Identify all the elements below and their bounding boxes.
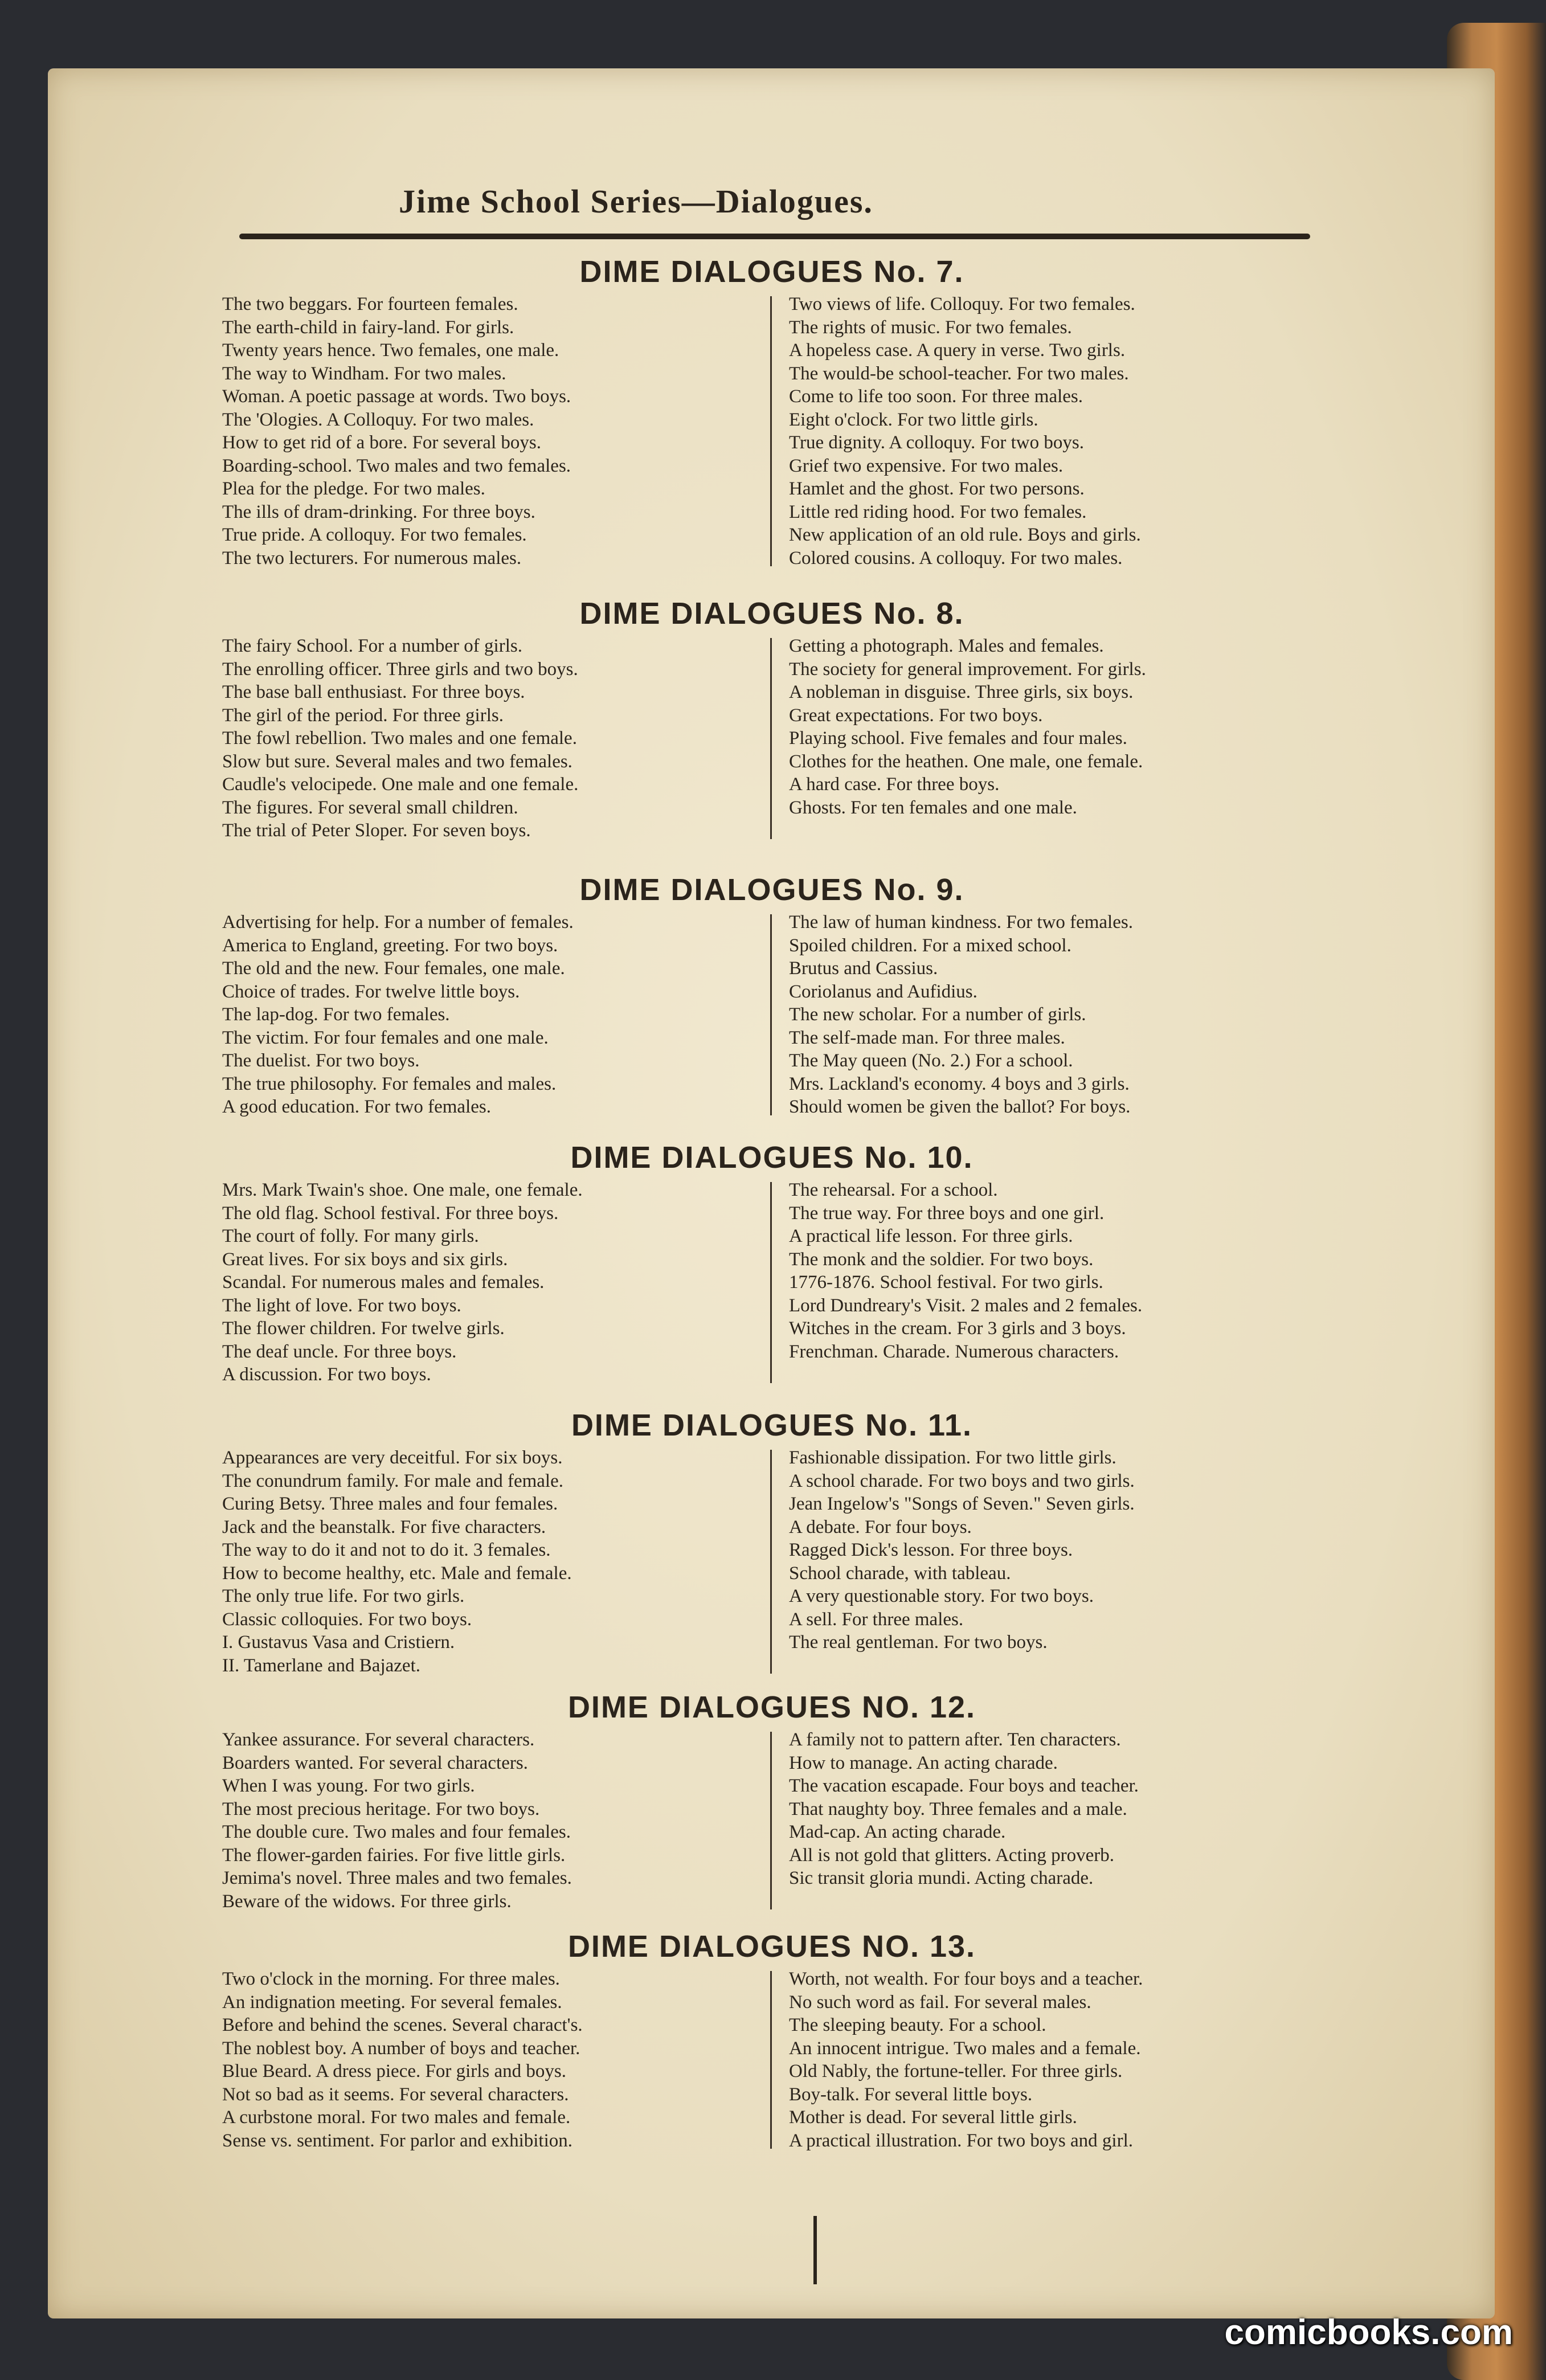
dialogue-section [216,251,1327,570]
dialogue-entry: The sleeping beauty. For a school. [789,2015,1046,2035]
dialogue-entry: The victim. For four females and one male. [222,1027,549,1048]
dialogue-entry: The court of folly. For many girls. [222,1226,479,1246]
right-column [772,1179,1327,1387]
left-column [216,1446,772,1677]
dialogue-entry: Classic colloquies. For two boys. [222,1609,472,1630]
dialogue-entry: No such word as fail. For several males. [789,1991,1091,2013]
dialogue-entry: School charade, with tableau. [789,1563,1011,1584]
dialogue-entry: The enrolling officer. Three girls and two boys. [222,659,578,680]
column-divider [770,638,772,839]
dialogue-entry: Jemima's novel. Three males and two females. [222,1868,572,1888]
right-column [772,293,1327,570]
dialogue-entry: The way to do it and not to do it. 3 females. [222,1540,551,1560]
dialogue-entry: All is not gold that glitters. Acting proverb. [789,1845,1115,1866]
dialogue-entry: Woman. A poetic passage at words. Two boys. [222,386,571,407]
dialogue-entry: True dignity. A colloquy. For two boys. [789,432,1084,453]
dialogue-entry: Curing Betsy. Three males and four females. [222,1494,558,1514]
dialogue-entry: The 'Ologies. A Colloquy. For two males. [222,409,534,430]
dialogue-entry: Boarders wanted. For several characters. [222,1752,528,1773]
section-columns [216,1728,1327,1913]
dialogue-entry: Little red riding hood. For two females. [789,501,1087,522]
dialogue-entry: The two beggars. For fourteen females. [222,294,518,314]
dialogue-entry: The vacation escapade. Four boys and teacher. [789,1776,1139,1796]
dialogue-entry: Grief two expensive. For two males. [789,455,1064,476]
dialogue-entry: A hard case. For three boys. [789,774,1000,795]
dialogue-entry: Coriolanus and Aufidius. [789,981,978,1002]
dialogue-entry: The only true life. For two girls. [222,1586,465,1606]
dialogue-entry: The new scholar. For a number of girls. [789,1004,1086,1025]
dialogue-entry: Clothes for the heathen. One male, one female. [789,751,1143,772]
dialogue-entry: A debate. For four boys. [789,1516,972,1537]
dialogue-entry: How to become healthy, etc. Male and female. [222,1563,572,1584]
dialogue-entry: The true way. For three boys and one girl. [789,1203,1105,1224]
dialogue-entry: How to get rid of a bore. For several boys. [222,432,541,453]
right-column [772,911,1327,1119]
dialogue-entry: The would-be school-teacher. For two males. [789,363,1129,384]
dialogue-entry: The old flag. School festival. For three boys. [222,1203,559,1224]
section-columns [216,635,1327,843]
dialogue-entry: Old Nably, the fortune-teller. For three girls. [789,2061,1123,2082]
dialogue-entry: Lord Dundreary's Visit. 2 males and 2 females. [789,1295,1143,1316]
dialogue-entry: Ragged Dick's lesson. For three boys. [789,1540,1073,1560]
section-columns [216,1446,1327,1677]
dialogue-entry: The flower children. For twelve girls. [222,1318,505,1339]
dialogue-entry: Getting a photograph. Males and females. [789,636,1104,656]
dialogue-entry: Caudle's velocipede. One male and one female. [222,774,579,795]
site-watermark: comicbooks.com [1224,2313,1513,2352]
dialogue-entry: Boy-talk. For several little boys. [789,2084,1033,2105]
dialogue-entry: The May queen (No. 2.) For a school. [789,1050,1073,1071]
dialogue-entry: Not so bad as it seems. For several characters. [222,2084,569,2105]
dialogue-section [216,1686,1327,1913]
dialogue-entry: Jack and the beanstalk. For five characters. [222,1516,546,1537]
right-column [772,1968,1327,2152]
dialogue-entry: Plea for the pledge. For two males. [222,479,485,499]
dialogue-section [216,869,1327,1119]
dialogue-entry: The trial of Peter Sloper. For seven boys. [222,820,531,841]
dialogue-entry: Mother is dead. For several little girls. [789,2107,1077,2128]
column-divider [770,296,772,566]
dialogue-entry: An indignation meeting. For several females. [222,1991,562,2013]
dialogue-entry: The lap-dog. For two females. [222,1004,450,1025]
dialogue-entry: The deaf uncle. For three boys. [222,1341,457,1362]
dialogue-entry: Choice of trades. For twelve little boys. [222,981,520,1002]
dialogue-section [216,1925,1327,2152]
right-column [772,635,1327,843]
dialogue-entry: Boarding-school. Two males and two females. [222,455,571,476]
dialogue-entry: A hopeless case. A query in verse. Two girls. [789,340,1126,361]
dialogue-entry: The duelist. For two boys. [222,1050,420,1071]
dialogue-entry: Twenty years hence. Two females, one male. [222,340,559,361]
dialogue-entry: A school charade. For two boys and two girls. [789,1470,1135,1491]
section-title: DIME DIALOGUES No. 8. [579,596,964,631]
section-title: DIME DIALOGUES No. 7. [579,255,964,289]
dialogue-entry: Scandal. For numerous males and females. [222,1272,545,1293]
left-column [216,635,772,843]
left-column [216,1179,772,1387]
dialogue-entry: An innocent intrigue. Two males and a female. [789,2038,1141,2059]
section-title: DIME DIALOGUES NO. 12. [567,1690,976,1724]
left-column [216,1968,772,2152]
dialogue-entry: Come to life too soon. For three males. [789,386,1083,407]
column-divider [770,1182,772,1383]
section-columns [216,911,1327,1119]
page-header: Jime School Series—Dialogues. [399,183,873,220]
dialogue-entry: I. Gustavus Vasa and Cristiern. [222,1632,455,1653]
dialogue-entry: Colored cousins. A colloquy. For two males. [789,547,1123,569]
dialogue-entry: Mad-cap. An acting charade. [789,1822,1006,1842]
dialogue-entry: A good education. For two females. [222,1097,491,1117]
dialogue-entry: A nobleman in disguise. Three girls, six boys. [789,682,1134,702]
dialogue-entry: When I was young. For two girls. [222,1776,475,1796]
dialogue-entry: Great expectations. For two boys. [789,705,1043,726]
dialogue-entry: That naughty boy. Three females and a male. [789,1798,1127,1819]
dialogue-entry: The rehearsal. For a school. [789,1180,998,1200]
dialogue-entry: The true philosophy. For females and males. [222,1073,557,1094]
dialogue-entry: Mrs. Mark Twain's shoe. One male, one female. [222,1180,583,1200]
dialogue-entry: Beware of the widows. For three girls. [222,1891,512,1912]
header-rule [239,234,1310,239]
section-columns [216,293,1327,570]
section-title: DIME DIALOGUES No. 11. [571,1408,973,1442]
dialogue-entry: Two o'clock in the morning. For three males. [222,1969,560,1989]
dialogue-entry: Two views of life. Colloquy. For two females. [789,294,1135,314]
dialogue-entry: 1776-1876. School festival. For two girls. [789,1272,1103,1293]
dialogue-entry: True pride. A colloquy. For two females. [222,525,527,545]
dialogue-section [216,1404,1327,1677]
dialogue-entry: The earth-child in fairy-land. For girls. [222,317,514,338]
dialogue-entry: The girl of the period. For three girls. [222,705,504,726]
dialogue-entry: The light of love. For two boys. [222,1295,461,1316]
dialogue-entry: Sense vs. sentiment. For parlor and exhibition. [222,2130,572,2151]
dialogue-entry: Before and behind the scenes. Several charact's. [222,2015,583,2035]
dialogue-section [216,592,1327,843]
dialogue-entry: Blue Beard. A dress piece. For girls and boys. [222,2061,566,2082]
dialogue-entry: The fairy School. For a number of girls. [222,636,522,656]
dialogue-entry: The old and the new. Four females, one male. [222,958,565,979]
right-column [772,1446,1327,1677]
dialogue-entry: The figures. For several small children. [222,797,518,818]
dialogue-entry: The society for general improvement. For girls. [789,659,1146,680]
left-column [216,293,772,570]
dialogue-entry: A discussion. For two boys. [222,1364,431,1385]
dialogue-entry: Spoiled children. For a mixed school. [789,935,1071,956]
dialogue-entry: Fashionable dissipation. For two little girls. [789,1447,1116,1468]
dialogue-entry: Sic transit gloria mundi. Acting charade. [789,1868,1094,1888]
dialogue-entry: The rights of music. For two females. [789,317,1072,338]
dialogue-entry: The flower-garden fairies. For five little girls. [222,1845,566,1866]
dialogue-entry: Slow but sure. Several males and two females. [222,751,572,772]
dialogue-entry: Witches in the cream. For 3 girls and 3 boys. [789,1318,1126,1339]
dialogue-entry: Should women be given the ballot? For boys. [789,1097,1131,1117]
dialogue-entry: The noblest boy. A number of boys and teacher. [222,2038,580,2059]
column-divider [770,1971,772,2149]
dialogue-entry: Great lives. For six boys and six girls. [222,1249,508,1270]
dialogue-entry: Advertising for help. For a number of females. [222,912,574,933]
dialogue-entry: America to England, greeting. For two boys. [222,935,558,956]
dialogue-entry: Brutus and Cassius. [789,958,938,979]
dialogue-entry: Yankee assurance. For several characters. [222,1729,535,1750]
dialogue-entry: The two lecturers. For numerous males. [222,547,522,569]
right-column [772,1728,1327,1913]
dialogue-entry: Hamlet and the ghost. For two persons. [789,479,1085,499]
dialogue-entry: Frenchman. Charade. Numerous characters. [789,1341,1119,1362]
dialogue-entry: New application of an old rule. Boys and girls. [789,525,1141,545]
dialogue-entry: The double cure. Two males and four females. [222,1822,571,1842]
dialogue-entry: The law of human kindness. For two females. [789,912,1133,933]
dialogue-entry: Worth, not wealth. For four boys and a teacher. [789,1969,1143,1989]
left-column [216,1728,772,1913]
dialogue-entry: Appearances are very deceitful. For six boys. [222,1447,563,1468]
dialogue-entry: The monk and the soldier. For two boys. [789,1249,1094,1270]
section-title: DIME DIALOGUES NO. 13. [567,1929,976,1964]
column-divider [770,1450,772,1674]
dialogue-entry: The self-made man. For three males. [789,1027,1065,1048]
dialogue-entry: Ghosts. For ten females and one male. [789,797,1077,818]
dialogue-entry: Jean Ingelow's "Songs of Seven." Seven girls. [789,1494,1135,1514]
dialogue-entry: A sell. For three males. [789,1609,964,1630]
dialogue-entry: The base ball enthusiast. For three boys. [222,682,525,702]
dialogue-section [216,1136,1327,1387]
section-columns [216,1968,1327,2152]
dialogue-entry: A practical life lesson. For three girls. [789,1226,1073,1246]
dialogue-entry: The ills of dram-drinking. For three boys. [222,501,535,522]
dialogue-entry: The way to Windham. For two males. [222,363,506,384]
dialogue-entry: Eight o'clock. For two little girls. [789,409,1038,430]
section-title: DIME DIALOGUES No. 10. [570,1140,974,1175]
dialogue-entry: The most precious heritage. For two boys. [222,1798,540,1819]
dialogue-entry: A very questionable story. For two boys. [789,1586,1094,1606]
dialogue-entry: II. Tamerlane and Bajazet. [222,1655,420,1676]
section-title: DIME DIALOGUES No. 9. [579,873,964,907]
dialogue-entry: Mrs. Lackland's economy. 4 boys and 3 girls. [789,1073,1130,1094]
dialogue-entry: The fowl rebellion. Two males and one female. [222,728,577,749]
column-divider [770,914,772,1115]
section-columns [216,1179,1327,1387]
dialogue-entry: A practical illustration. For two boys and girl. [789,2130,1133,2151]
dialogue-entry: A curbstone moral. For two males and female. [222,2107,571,2128]
dialogue-entry: Playing school. Five females and four males. [789,728,1127,749]
dialogue-entry: How to manage. An acting charade. [789,1752,1058,1773]
ink-mark [813,2216,817,2284]
dialogue-entry: The real gentleman. For two boys. [789,1632,1048,1653]
left-column [216,911,772,1119]
dialogue-entry: The conundrum family. For male and female. [222,1470,563,1491]
dialogue-entry: A family not to pattern after. Ten characters. [789,1729,1121,1750]
column-divider [770,1732,772,1909]
